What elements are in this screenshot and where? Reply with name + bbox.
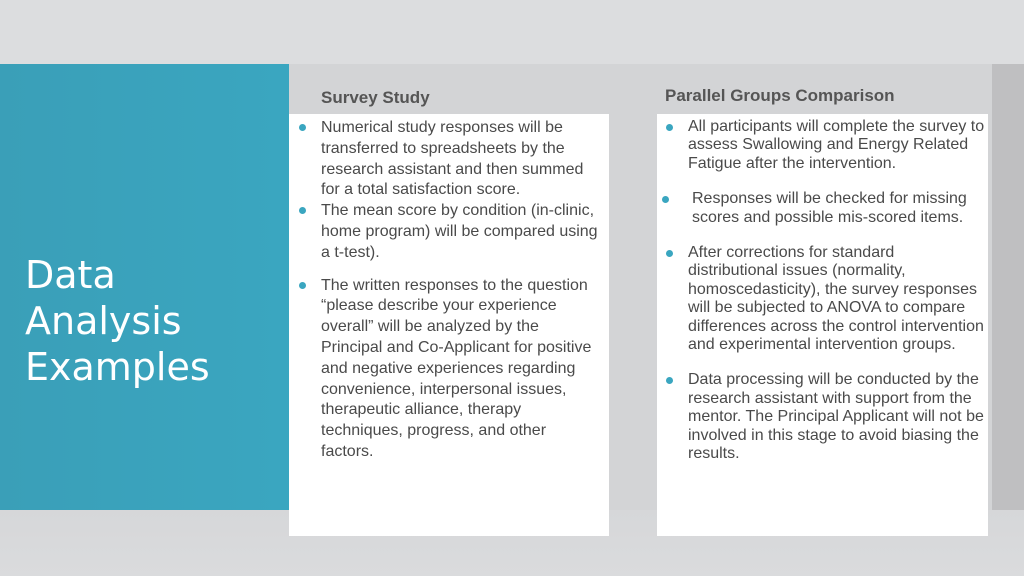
slide-title-line-1: Data — [25, 253, 116, 297]
top-band — [0, 0, 1024, 64]
left-column-heading: Survey Study — [321, 88, 430, 107]
list-item — [688, 244, 986, 354]
list-item — [688, 190, 986, 227]
survey-study-card — [289, 114, 609, 536]
list-item — [321, 276, 601, 463]
bullet-icon — [666, 377, 673, 384]
title-panel — [0, 64, 289, 510]
list-item-text: The written responses to the question “please describe your experience overall” will be analyzed by the Principal and Co-Applicant for positive and negative experiences regarding convenience, interpersonal issues, therapeutic alliance, therapy techniques, progress, and other factors. — [321, 276, 592, 460]
parallel-groups-card — [657, 114, 988, 536]
list-item — [688, 118, 986, 173]
bullet-icon — [299, 207, 306, 214]
list-item-text: After corrections for standard distributional issues (normality, homoscedasticity), the survey responses will be subjected to ANOVA to compare differences across the control intervention and experimental intervention groups. — [688, 244, 984, 354]
bullet-icon — [662, 196, 669, 203]
slide-title-line-2: Analysis — [25, 299, 182, 343]
right-accent-strip — [992, 64, 1024, 510]
slide-title — [25, 252, 275, 390]
list-item-text: The mean score by condition (in-clinic, home program) will be compared using a t-test). — [321, 202, 598, 261]
bullet-icon — [666, 124, 673, 131]
parallel-groups-list — [688, 118, 986, 464]
bullet-icon — [299, 282, 306, 289]
survey-study-list — [321, 118, 601, 463]
list-item-text: Numerical study responses will be transferred to spreadsheets by the research assistant and then summed for a total satisfaction score. — [321, 119, 584, 199]
slide-title-line-3: Examples — [25, 345, 210, 389]
list-item — [321, 201, 601, 263]
list-item-text: Responses will be checked for missing scores and possible mis-scored items. — [692, 190, 967, 226]
bullet-icon — [299, 124, 306, 131]
list-item — [688, 371, 986, 463]
list-item — [321, 118, 601, 201]
list-item-text: Data processing will be conducted by the research assistant with support from the mentor. The Principal Applicant will not be involved in this stage to avoid biasing the results. — [688, 371, 984, 463]
right-column-heading: Parallel Groups Comparison — [665, 86, 895, 105]
list-item-text: All participants will complete the survey to assess Swallowing and Energy Related Fatigue after the intervention. — [688, 118, 985, 172]
bullet-icon — [666, 250, 673, 257]
